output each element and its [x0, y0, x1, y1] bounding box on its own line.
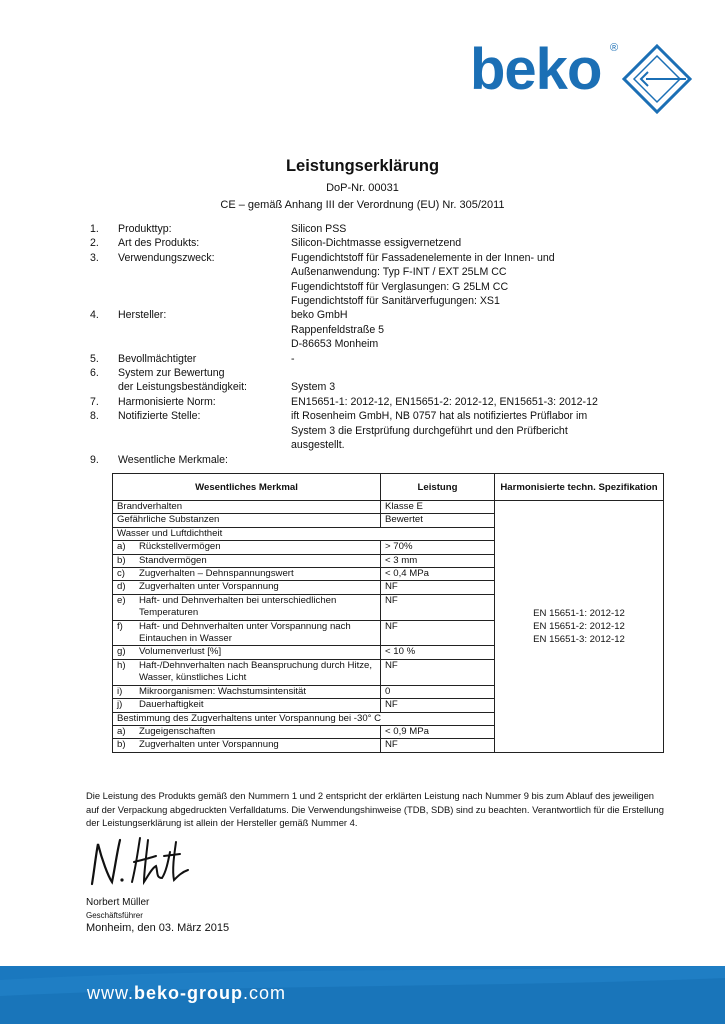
characteristic-cell: [113, 620, 381, 646]
item-number: [90, 438, 118, 452]
item-value: System 3 die Erstprüfung durchgeführt und den Prüfbericht: [291, 424, 568, 437]
item-label: Notifizierte Stelle:: [118, 410, 201, 423]
performance-cell: NF: [381, 581, 495, 594]
item-label: System zur Bewertung: [118, 367, 225, 380]
item-number: [90, 380, 118, 394]
item-value: -: [291, 352, 295, 365]
list-item: [90, 323, 690, 337]
url-suffix: .com: [243, 983, 287, 1003]
spec-line: EN 15651-1: 2012-12: [533, 607, 625, 619]
row-index: f): [117, 620, 123, 632]
row-index: g): [117, 646, 126, 658]
row-index: e): [117, 594, 126, 606]
list-item: [90, 395, 690, 409]
row-index: j): [117, 699, 123, 711]
item-number: 1.: [90, 223, 99, 235]
item-number: 5.: [90, 352, 99, 365]
item-value: [291, 453, 690, 467]
item-value: Silicon PSS: [291, 223, 347, 235]
performance-cell: > 70%: [381, 541, 495, 554]
item-value: System 3: [291, 381, 336, 394]
signatory-role: Geschäftsführer: [86, 911, 143, 920]
item-label: [118, 265, 291, 279]
item-value: Fugendichtstoff für Fassadenelemente in der Innen- und: [291, 251, 555, 264]
item-label: [118, 438, 291, 452]
row-index: c): [117, 568, 125, 580]
item-number: 8.: [90, 410, 99, 423]
item-number: [90, 337, 118, 351]
item-value: Silicon-Dichtmasse essigvernetzend: [291, 237, 462, 250]
list-item: [90, 222, 690, 236]
performance-cell: Bewertet: [381, 514, 495, 527]
characteristic-cell: [113, 739, 381, 752]
characteristic-cell: [113, 725, 381, 738]
footer-bar: [0, 966, 725, 1024]
characteristic-cell: [113, 501, 381, 514]
item-number: 3.: [90, 251, 99, 264]
section-label: Bestimmung des Zugverhaltens unter Vorspannung bei -30° C: [117, 712, 382, 724]
list-item: [90, 280, 690, 294]
performance-cell: < 0,4 MPa: [381, 568, 495, 581]
characteristic-cell: [113, 554, 381, 567]
item-label: Bevollmächtigter: [118, 352, 197, 365]
row-index: b): [117, 554, 126, 566]
item-label: Hersteller:: [118, 309, 167, 322]
document-title: Leistungserklärung: [285, 157, 440, 175]
item-label: Harmonisierte Norm:: [118, 395, 216, 408]
characteristic-text: Zugverhalten unter Vorspannung: [139, 739, 279, 751]
characteristics-table: [112, 473, 664, 753]
characteristic-cell: [113, 659, 381, 685]
item-label: Verwendungszweck:: [118, 251, 215, 264]
item-value: [291, 366, 690, 380]
item-label: [118, 424, 291, 438]
characteristic-cell: [113, 541, 381, 554]
characteristic-text: Standvermögen: [139, 554, 207, 566]
item-label: der Leistungsbeständigkeit:: [118, 381, 247, 394]
item-value: Rappenfeldstraße 5: [291, 323, 385, 336]
declaration-list: [90, 222, 690, 467]
list-item: [90, 380, 690, 394]
item-number: 4.: [90, 309, 99, 322]
characteristic-cell: [113, 527, 495, 540]
list-item: [90, 409, 690, 423]
row-index: h): [117, 659, 126, 671]
item-label: [118, 294, 291, 308]
list-item: [90, 438, 690, 452]
signature-date: Monheim, den 03. März 2015: [86, 922, 230, 934]
performance-cell: NF: [381, 620, 495, 646]
performance-cell: NF: [381, 739, 495, 752]
characteristic-text: Dauerhaftigkeit: [139, 699, 204, 711]
performance-cell: NF: [381, 659, 495, 685]
performance-cell: < 3 mm: [381, 554, 495, 567]
item-value: EN15651-1: 2012-12, EN15651-2: 2012-12, EN15651-3: 2012-12: [291, 395, 598, 408]
characteristic-text: Haft- und Dehnverhalten unter Vorspannung nach Eintauchen in Wasser: [139, 620, 351, 645]
item-value: beko GmbH: [291, 309, 348, 322]
characteristic-text: Haft- und Dehnverhalten bei unterschiedlichen Temperaturen: [139, 594, 337, 619]
item-value: ausgestellt.: [291, 439, 345, 452]
item-label: Wesentliche Merkmale:: [118, 453, 228, 466]
characteristic-cell: [113, 568, 381, 581]
item-value: Außenanwendung: Typ F-INT / EXT 25LM CC: [291, 266, 507, 279]
website-link[interactable]: [87, 983, 286, 1004]
item-number: 9.: [90, 453, 99, 466]
beko-diamond-icon: [622, 44, 692, 114]
performance-cell: NF: [381, 699, 495, 712]
item-label: Art des Produkts:: [118, 237, 200, 250]
list-item: [90, 265, 690, 279]
characteristic-cell: [113, 699, 381, 712]
row-index: a): [117, 541, 126, 553]
table-header-row: [113, 474, 664, 501]
characteristic-text: Brandverhalten: [117, 501, 183, 512]
list-item: [90, 352, 690, 366]
item-label: Produkttyp:: [118, 223, 172, 235]
table-row: [113, 501, 664, 514]
beko-logo: [470, 38, 700, 118]
row-index: i): [117, 685, 123, 697]
item-value: Fugendichtstoff für Verglasungen: G 25LM CC: [291, 280, 509, 293]
characteristic-text: Rückstellvermögen: [139, 541, 221, 553]
specification-cell: [495, 501, 664, 753]
characteristic-cell: [113, 685, 381, 698]
item-label: [118, 280, 291, 294]
performance-cell: < 10 %: [381, 646, 495, 659]
list-item: [90, 366, 690, 380]
list-item: [90, 236, 690, 250]
row-index: b): [117, 739, 126, 751]
list-item: [90, 453, 690, 467]
header-characteristic: Wesentliches Merkmal: [113, 474, 381, 501]
item-number: 7.: [90, 395, 99, 408]
item-label: [118, 323, 291, 337]
registered-mark: ®: [610, 42, 619, 54]
signatory-name: Norbert Müller: [86, 897, 150, 908]
list-item: [90, 294, 690, 308]
item-value: D-86653 Monheim: [291, 338, 379, 351]
ce-regulation: CE – gemäß Anhang III der Verordnung (EU) Nr. 305/2011: [220, 199, 505, 211]
row-index: d): [117, 581, 126, 593]
list-item: [90, 308, 690, 322]
handwritten-signature: [84, 832, 194, 892]
item-value: Fugendichtstoff für Sanitärverfugungen: XS1: [291, 295, 500, 308]
item-value: ift Rosenheim GmbH, NB 0757 hat als notifiziertes Prüflabor im: [291, 410, 588, 423]
item-number: [90, 280, 118, 294]
list-item: [90, 337, 690, 351]
item-number: 6.: [90, 367, 99, 380]
section-label: Wasser und Luftdichtheit: [117, 527, 223, 539]
list-item: [90, 251, 690, 265]
characteristic-text: Zugverhalten unter Vorspannung: [139, 581, 279, 593]
url-prefix: www.: [87, 983, 135, 1003]
characteristic-text: Volumenverlust [%]: [139, 646, 222, 658]
list-item: [90, 424, 690, 438]
characteristic-text: Zugverhalten – Dehnspannungswert: [139, 568, 294, 580]
item-number: [90, 323, 118, 337]
performance-cell: NF: [381, 594, 495, 620]
url-domain: beko-group: [134, 983, 244, 1003]
item-label: [118, 337, 291, 351]
spec-line: EN 15651-3: 2012-12: [533, 633, 625, 645]
item-number: [90, 424, 118, 438]
performance-cell: < 0,9 MPa: [381, 725, 495, 738]
performance-cell: Klasse E: [381, 501, 495, 514]
header-specification: Harmonisierte techn. Spezifikation: [495, 474, 664, 501]
spec-line: EN 15651-2: 2012-12: [533, 620, 625, 632]
item-number: [90, 265, 118, 279]
characteristic-cell: [113, 646, 381, 659]
characteristic-cell: [113, 594, 381, 620]
statement-text: Die Leistung des Produkts gemäß den Nummern 1 und 2 entspricht der erklärten Leistung nach Nummer 9 bis zum Ablauf des jeweiligen auf der Verpackung abgedruckten Verfalldatums. Die Verwendungshinweise (TDB, SDB) sind zu beachten. Verantwortlich für die Erstellung der Leistungserklärung ist allein der Hersteller gemäß Nummer 4.: [86, 790, 664, 829]
characteristic-cell: [113, 514, 381, 527]
characteristic-text: Haft-/Dehnverhalten nach Beanspruchung durch Hitze, Wasser, künstliches Licht: [139, 659, 373, 684]
characteristic-cell: [113, 581, 381, 594]
item-number: 2.: [90, 237, 99, 250]
characteristic-text: Mikroorganismen: Wachstumsintensität: [139, 685, 307, 697]
row-index: a): [117, 725, 126, 737]
characteristic-cell: [113, 712, 495, 725]
dop-number: DoP-Nr. 00031: [326, 182, 399, 194]
characteristic-text: Zugeigenschaften: [139, 725, 216, 737]
header-performance: Leistung: [381, 474, 495, 501]
characteristic-text: Gefährliche Substanzen: [117, 514, 220, 526]
item-number: [90, 294, 118, 308]
logo-wordmark: beko: [470, 37, 602, 102]
performance-cell: 0: [381, 685, 495, 698]
